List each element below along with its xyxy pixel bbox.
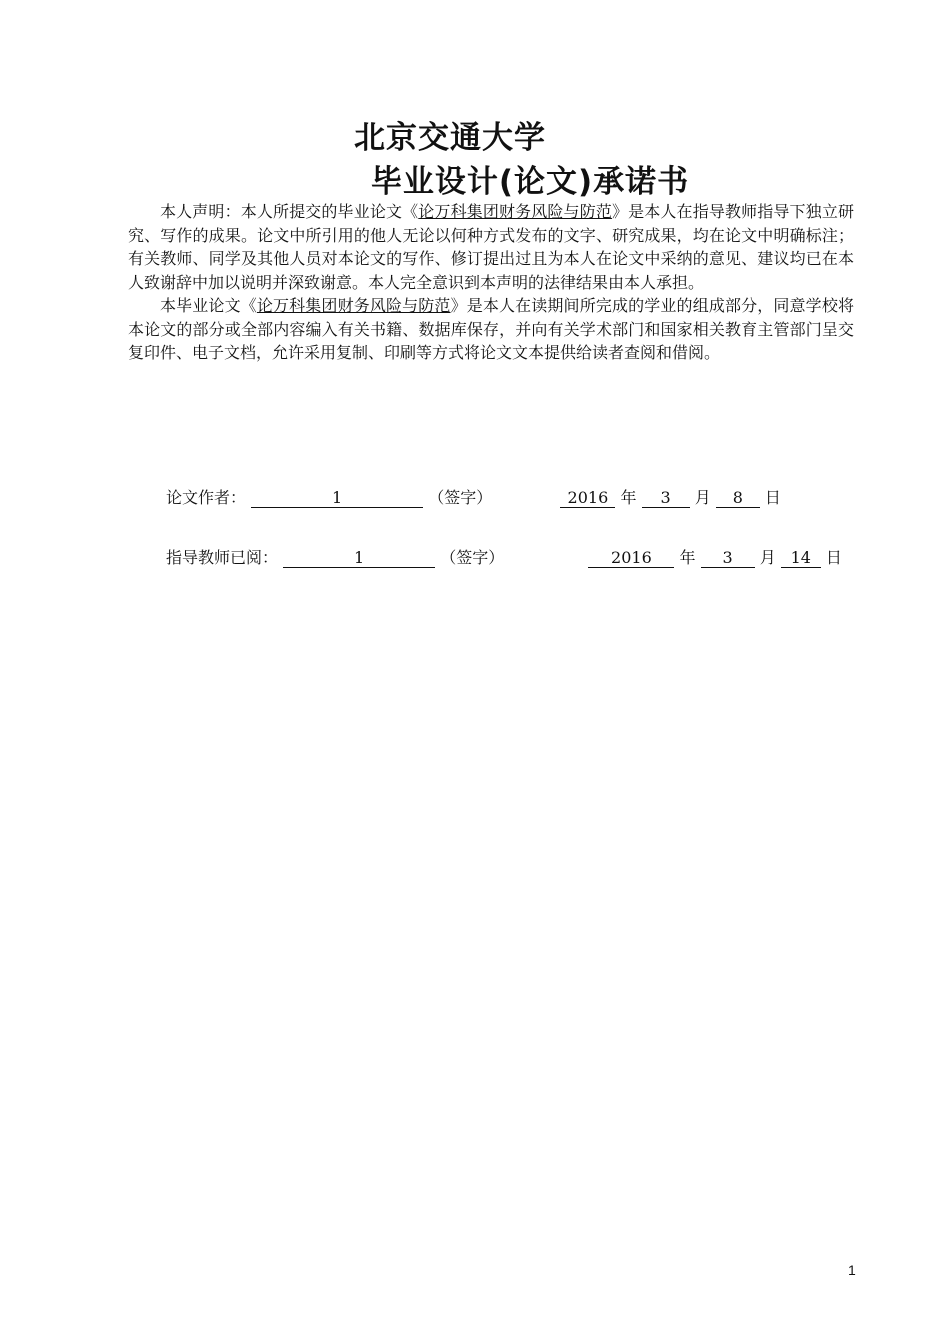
- p2-suffix: 》是本人在读期间所完成的学业的组成部分，同意学校将本论文的部分或全部内容编入有关书籍、数据库保存，并向有关学术部门和国家相关教育主管部门呈交复印件、电子文档，允许采用复制、印刷等方式将论文文本提供给读者查阅和借阅。: [128, 296, 854, 362]
- declaration-paragraph-1: [128, 200, 854, 294]
- advisor-year-unit: 年: [679, 548, 696, 567]
- document-subtitle: 毕业设计(论文)承诺书: [370, 164, 690, 200]
- p1-suffix: 》是本人在指导教师指导下独立研究、写作的成果。论文中所引用的他人无论以何种方式发布的文字、研究成果，均在论文中明确标注；有关教师、同学及其他人员对本论文的写作、修订提出过且为本人在论文中采纳的意见、建议均已在本人致谢辞中加以说明并深致谢意。本人完全意识到本声明的法律结果由本人承担。: [128, 202, 854, 292]
- author-day-unit: 日: [764, 488, 781, 507]
- advisor-signature-row: [166, 545, 842, 568]
- author-month-field: 3: [642, 489, 690, 508]
- advisor-day-field: 14: [781, 549, 821, 568]
- advisor-sign-note: （签字）: [440, 548, 505, 567]
- declaration-body: [128, 200, 854, 365]
- author-signature-row: [166, 485, 781, 508]
- advisor-signature-field: 1: [283, 549, 435, 568]
- author-label: 论文作者：: [166, 488, 247, 507]
- p1-prefix: 本人声明：本人所提交的毕业论文《: [160, 202, 419, 221]
- declaration-paragraph-2: [128, 294, 854, 365]
- advisor-month-unit: 月: [759, 548, 776, 567]
- author-year-unit: 年: [620, 488, 637, 507]
- author-signature-field: 1: [251, 489, 423, 508]
- thesis-title: 论万科集团财务风险与防范: [418, 202, 612, 221]
- advisor-day-unit: 日: [825, 548, 842, 567]
- author-year-field: 2016: [560, 489, 615, 508]
- p2-prefix: 本毕业论文《: [160, 296, 257, 315]
- page-number: 1: [848, 1262, 856, 1278]
- author-month-unit: 月: [694, 488, 711, 507]
- advisor-label: 指导教师已阅：: [166, 548, 279, 567]
- advisor-year-field: 2016: [588, 549, 674, 568]
- thesis-title-repeat: 论万科集团财务风险与防范: [256, 296, 451, 315]
- author-sign-note: （签字）: [428, 488, 493, 507]
- document-title: 北京交通大学: [354, 120, 546, 156]
- advisor-month-field: 3: [701, 549, 755, 568]
- author-day-field: 8: [716, 489, 760, 508]
